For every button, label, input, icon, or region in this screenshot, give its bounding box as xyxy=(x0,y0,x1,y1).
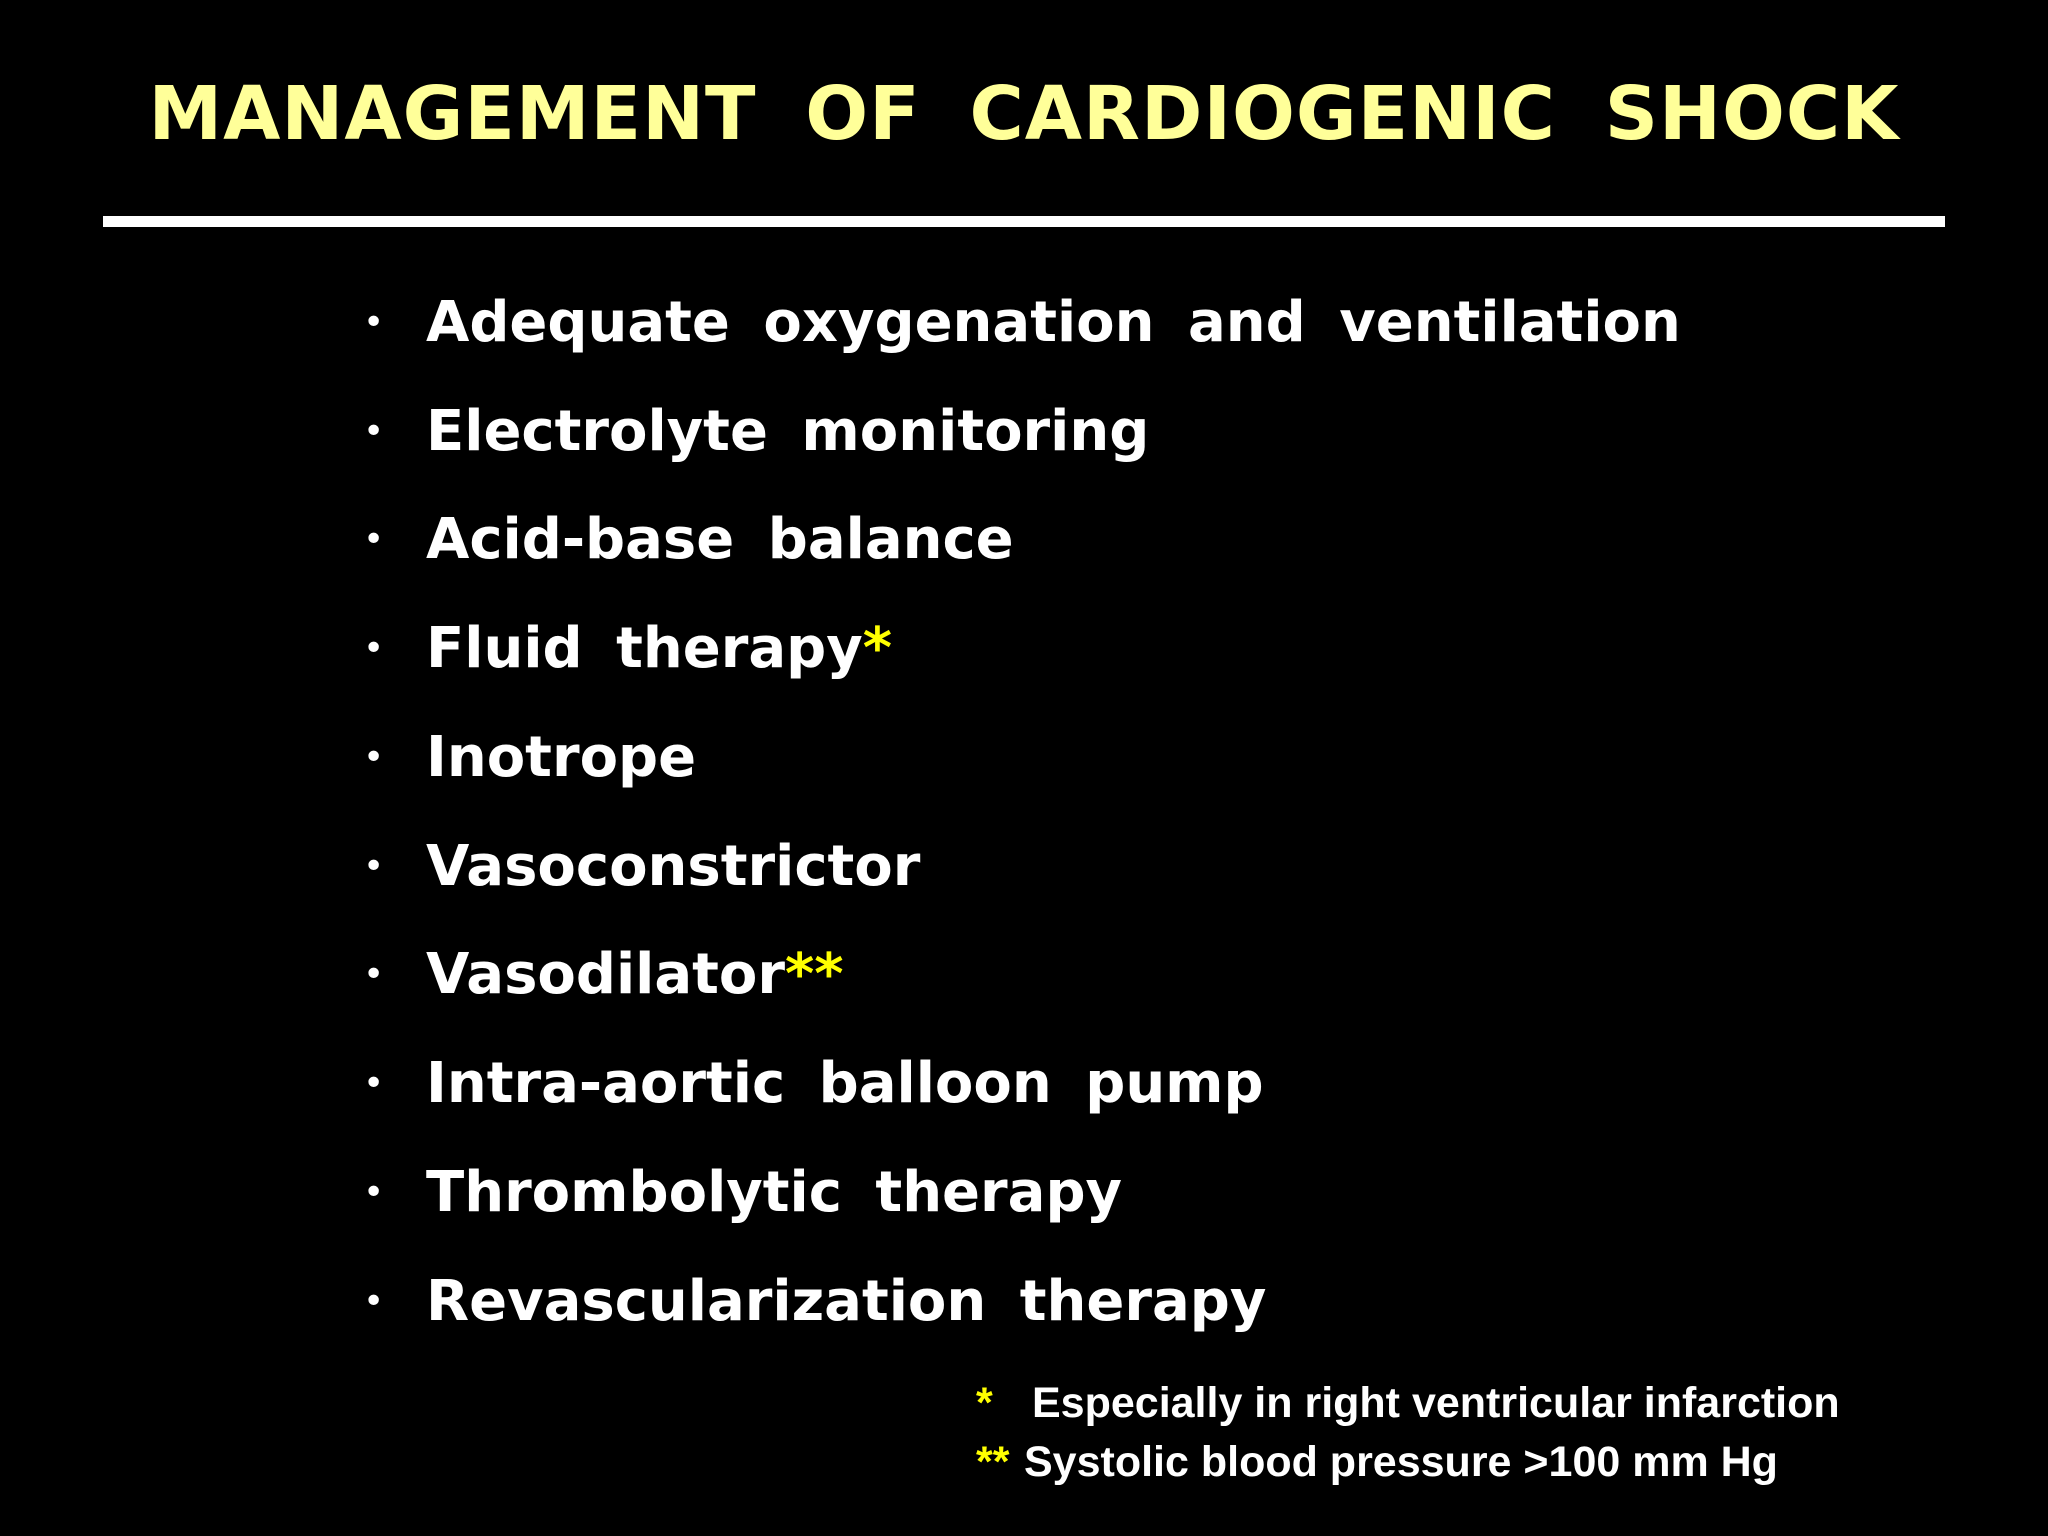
bullet-dot-icon: • xyxy=(363,954,385,995)
bullet-dot-icon: • xyxy=(363,519,385,560)
bullet-label: Adequate oxygenation and ventilation xyxy=(426,290,1681,355)
bullet-text xyxy=(426,1044,1264,1124)
bullet-label: Vasodilator xyxy=(426,942,785,1007)
bullet-dot-icon: • xyxy=(363,302,385,343)
bullet-label: Inotrope xyxy=(426,725,697,790)
bullet-text xyxy=(426,392,1149,472)
bullet-dot-icon: • xyxy=(363,1281,385,1322)
bullet-footnote-mark: * xyxy=(862,616,893,681)
bullet-text xyxy=(426,283,1681,363)
bullet-dot-icon: • xyxy=(363,628,385,669)
bullet-label: Vasoconstrictor xyxy=(426,834,921,899)
footnote-text: Especially in right ventricular infarction xyxy=(1032,1379,1840,1427)
bullet-text xyxy=(426,609,892,689)
bullet-label: Intra-aortic balloon pump xyxy=(426,1051,1264,1116)
bullet-dot-icon: • xyxy=(363,1063,385,1104)
slide-title: MANAGEMENT OF CARDIOGENIC SHOCK xyxy=(148,71,1900,157)
footnote-mark: ** xyxy=(976,1438,1010,1486)
bullet-dot-icon: • xyxy=(363,737,385,778)
bullet-label: Fluid therapy xyxy=(426,616,863,681)
bullet-text xyxy=(426,500,1014,580)
bullet-text xyxy=(426,718,696,798)
bullet-label: Acid-base balance xyxy=(426,507,1014,572)
bullet-label: Revascularization therapy xyxy=(426,1269,1267,1334)
bullet-dot-icon: • xyxy=(363,846,385,887)
bullet-label: Thrombolytic therapy xyxy=(426,1160,1123,1225)
bullet-text xyxy=(426,935,844,1015)
bullet-text xyxy=(426,1262,1266,1342)
footnote-text: Systolic blood pressure >100 mm Hg xyxy=(1024,1438,1778,1486)
footnote-systolic-pressure xyxy=(976,1434,1778,1490)
bullet-text xyxy=(426,1153,1122,1233)
footnote-right-ventricular xyxy=(976,1375,1840,1431)
bullet-footnote-mark: ** xyxy=(785,942,844,1007)
title-divider xyxy=(103,216,1945,227)
bullet-text xyxy=(426,827,920,907)
footnote-mark: * xyxy=(976,1379,993,1427)
bullet-dot-icon: • xyxy=(363,1172,385,1213)
bullet-label: Electrolyte monitoring xyxy=(426,399,1150,464)
bullet-dot-icon: • xyxy=(363,411,385,452)
